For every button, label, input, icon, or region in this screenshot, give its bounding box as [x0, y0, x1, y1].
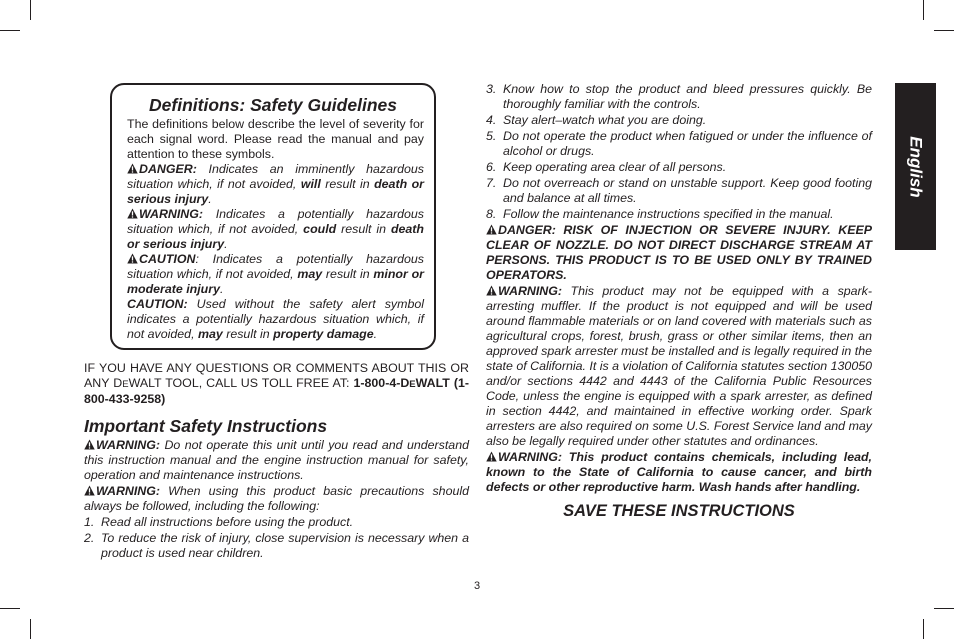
page-number: 3	[473, 580, 481, 592]
crop-mark	[30, 0, 31, 20]
list-item: 7. Do not overreach or stand on unstable support. Keep good footing and balance at all times.	[486, 176, 872, 205]
instructions-list-left	[84, 515, 469, 561]
warning-basic-precautions: WARNING: When using this product basic precautions should always be followed, including the following:	[84, 484, 469, 513]
list-item: 8. Follow the maintenance instructions specified in the manual.	[486, 207, 834, 221]
crop-mark	[923, 0, 924, 20]
warning-chemicals: WARNING: This product contains chemicals, including lead, known to the State of California to cause cancer, and birth defects or other reproductive harm. Wash hands after handling.	[486, 450, 872, 494]
definitions-title: Definitions: Safety Guidelines	[149, 95, 397, 115]
warning-triangle-icon	[486, 224, 497, 235]
language-tab-label: English	[906, 135, 926, 198]
definitions-body	[127, 117, 424, 342]
list-item: 3. Know how to stop the product and bleed pressures quickly. Be thoroughly familiar with the controls.	[486, 82, 872, 111]
warning-triangle-icon	[127, 163, 138, 174]
definitions-intro: The definitions below describe the level of severity for each signal word. Please read the manual and pay attention to these symbols.	[127, 117, 424, 161]
list-item: 6. Keep operating area clear of all persons.	[486, 160, 727, 174]
language-tab-label-wrap	[895, 83, 936, 250]
warning-triangle-icon	[127, 253, 138, 264]
danger-definition: DANGER: Indicates an imminently hazardous situation which, if not avoided, will result in death or serious injury.	[127, 162, 424, 206]
list-item: 5. Do not operate the product when fatigued or under the influence of alcohol or drugs.	[486, 129, 872, 158]
crop-mark	[934, 30, 954, 31]
warning-spark-arrester: WARNING: This product may not be equipped with a spark-arresting muffler. If the product is not equipped and will be used around flammable materials or on land covered with materials such as agricultural crops, forest, brush, grass or other similar items, then an approved spark arrester must be installed and is legally required in the state of California. It is a violation of California statutes section 130050 and/or sections 4442 and 4443 of the California Public Resources Code, unless the engine is equipped with a spark arrester, as defined in section 4442, and maintained in effective working order. Spark arresters are also required on some U.S. Forest Service land and may also be legally required under other statutes and ordinances.	[486, 284, 872, 448]
crop-mark	[923, 619, 924, 639]
crop-mark	[0, 608, 20, 609]
crop-mark	[30, 619, 31, 639]
list-item: 4. Stay alert–watch what you are doing.	[486, 113, 707, 127]
list-item: 2. To reduce the risk of injury, close supervision is necessary when a product is used near children.	[84, 531, 469, 560]
warning-triangle-icon	[486, 451, 497, 462]
warning-read-manual: WARNING: Do not operate this unit until you read and understand this instruction manual and the engine instruction manual for safety, operation and maintenance instructions.	[84, 438, 469, 482]
caution-no-symbol-definition: CAUTION: Used without the safety alert symbol indicates a potentially hazardous situation which, if not avoided, may result in property damage.	[127, 297, 424, 341]
danger-injection: DANGER: RISK OF INJECTION OR SEVERE INJURY. KEEP CLEAR OF NOZZLE. DO NOT DIRECT DISCHARGE STREAM AT PERSONS. THIS PRODUCT IS TO BE USED ONLY BY TRAINED OPERATORS.	[486, 223, 872, 282]
crop-mark	[0, 30, 20, 31]
right-column	[486, 82, 872, 519]
warning-triangle-icon	[127, 208, 138, 219]
warning-triangle-icon	[84, 439, 95, 450]
crop-mark	[934, 608, 954, 609]
instructions-list-right	[486, 82, 872, 222]
left-column	[84, 361, 469, 562]
save-instructions-heading: SAVE THESE INSTRUCTIONS	[563, 502, 795, 520]
warning-triangle-icon	[84, 485, 95, 496]
warning-definition: WARNING: Indicates a potentially hazardous situation which, if not avoided, could result in death or serious injury.	[127, 207, 424, 251]
contact-info: IF YOU HAVE ANY QUESTIONS OR COMMENTS ABOUT THIS OR ANY DEWALT TOOL, CALL US TOLL FREE AT: 1-800-4-DEWALT (1-800-433-9258)	[84, 361, 469, 406]
caution-definition: CAUTION: Indicates a potentially hazardous situation which, if not avoided, may result in minor or moderate injury.	[127, 252, 424, 296]
important-heading: Important Safety Instructions	[84, 416, 328, 436]
list-item: 1. Read all instructions before using the product.	[84, 515, 354, 529]
warning-triangle-icon	[486, 285, 497, 296]
